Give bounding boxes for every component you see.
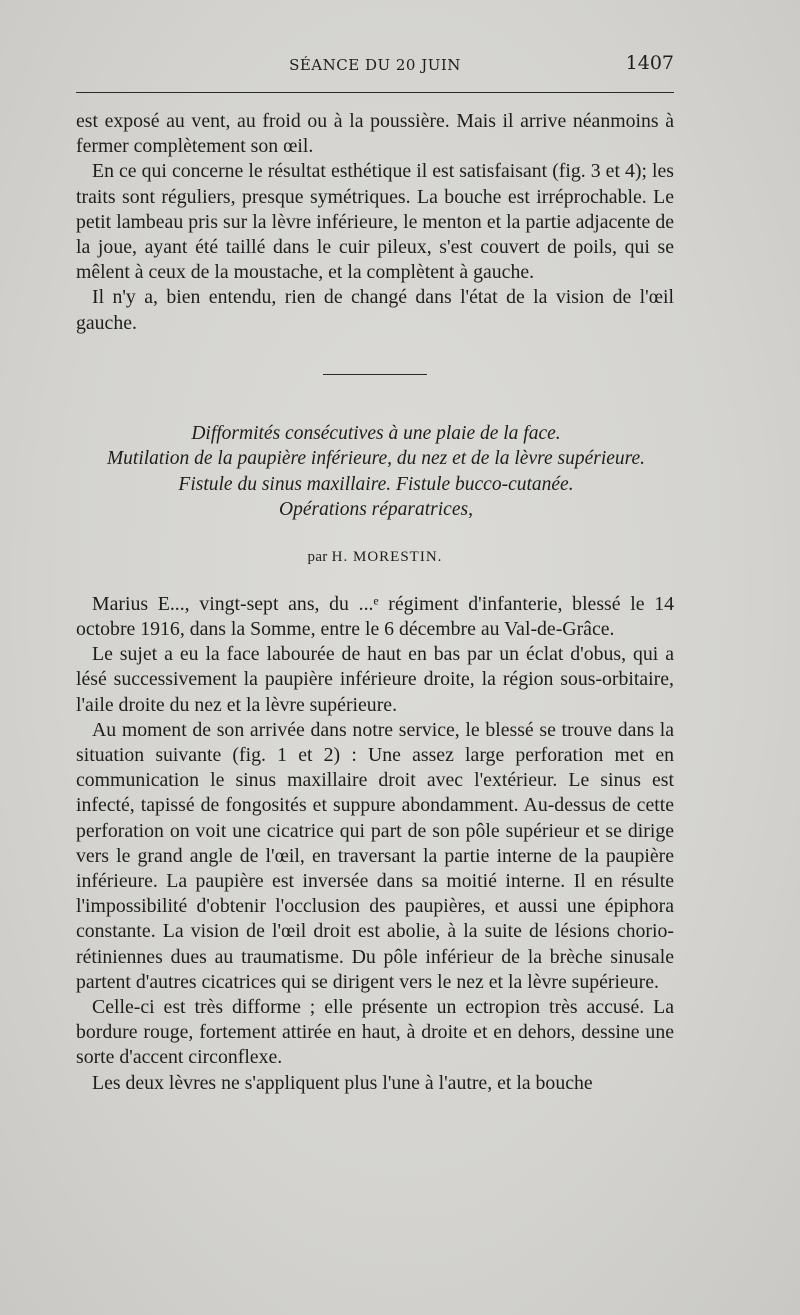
body-paragraph-1: Marius E..., vingt-sept ans, du ...ᵉ régiment d'infanterie, blessé le 14 octobre 1916, dans la Somme, entre le 6 décembre au Val-de-Grâce. bbox=[76, 592, 674, 641]
continuation-text bbox=[76, 109, 674, 336]
page-number: 1407 bbox=[625, 52, 674, 74]
article-title-line-4: Opérations réparatrices, bbox=[279, 499, 473, 521]
running-title: SÉANCE DU 20 JUIN bbox=[289, 56, 461, 74]
header-rule bbox=[76, 92, 674, 93]
byline bbox=[76, 549, 674, 566]
body-paragraph-3: Au moment de son arrivée dans notre service, le blessé se trouve dans la situation suivante (fig. 1 et 2) : Une assez large perforation met en communication le sinus maxillaire droit avec l'extérieur. Le sinus est infecté, tapissé de fongosités et suppure abondamment. Au-dessus de cette perforation on voit une cicatrice qui part de son pôle supérieur et se dirige vers le grand angle de l'œil, en traversant la partie interne de la paupière inférieure. La paupière est inversée dans sa moitié interne. Il en résulte l'impossibilité d'obtenir l'occlusion des paupières, et aussi une épiphora constante. La vision de l'œil droit est abolie, à la suite de lésions chorio-rétiniennes dues au traumatisme. Du pôle inférieur de la brèche sinusale partent d'autres cicatrices qui se dirigent vers le nez et la lèvre supérieure. bbox=[76, 718, 674, 993]
body-paragraph-5: Les deux lèvres ne s'appliquent plus l'une à l'autre, et la bouche bbox=[92, 1071, 593, 1094]
article-title-line-3: Fistule du sinus maxillaire. Fistule bucco-cutanée. bbox=[178, 473, 574, 495]
section-separator bbox=[323, 374, 427, 375]
article-title-line-1: Difformités consécutives à une plaie de la face. bbox=[191, 422, 561, 444]
body-paragraph-4: Celle-ci est très difforme ; elle présente un ectropion très accusé. La bordure rouge, fortement attirée en haut, à droite et en dehors, dessine une sorte d'accent circonflexe. bbox=[76, 996, 674, 1069]
body-paragraph-2: Le sujet a eu la face labourée de haut en bas par un éclat d'obus, qui a lésé successivement la paupière inférieure droite, la région sous-orbitaire, l'aile droite du nez et la lèvre supérieure. bbox=[76, 643, 674, 716]
byline-prefix: par bbox=[307, 548, 328, 565]
author-name: H. MORESTIN. bbox=[331, 548, 443, 565]
article-title-line-2: Mutilation de la paupière inférieure, du nez et de la lèvre supérieure. bbox=[106, 448, 646, 470]
continuation-paragraph-3: Il n'y a, bien entendu, rien de changé dans l'état de la vision de l'œil gauche. bbox=[76, 286, 674, 334]
article-body bbox=[76, 592, 674, 1096]
continuation-paragraph-1: est exposé au vent, au froid ou à la poussière. Mais il arrive néanmoins à fermer complètement son œil. bbox=[76, 110, 674, 158]
running-header bbox=[76, 52, 674, 78]
article-title bbox=[66, 421, 686, 523]
continuation-paragraph-2: En ce qui concerne le résultat esthétique il est satisfaisant (fig. 3 et 4); les traits sont réguliers, presque symétriques. La bouche est irréprochable. Le petit lambeau pris sur la lèvre inférieure, le menton et la partie adjacente de la joue, ayant été taillé dans le cuir pileux, s'est couvert de poils, qui se mêlent à ceux de la moustache, et la complètent à gauche. bbox=[76, 160, 674, 284]
